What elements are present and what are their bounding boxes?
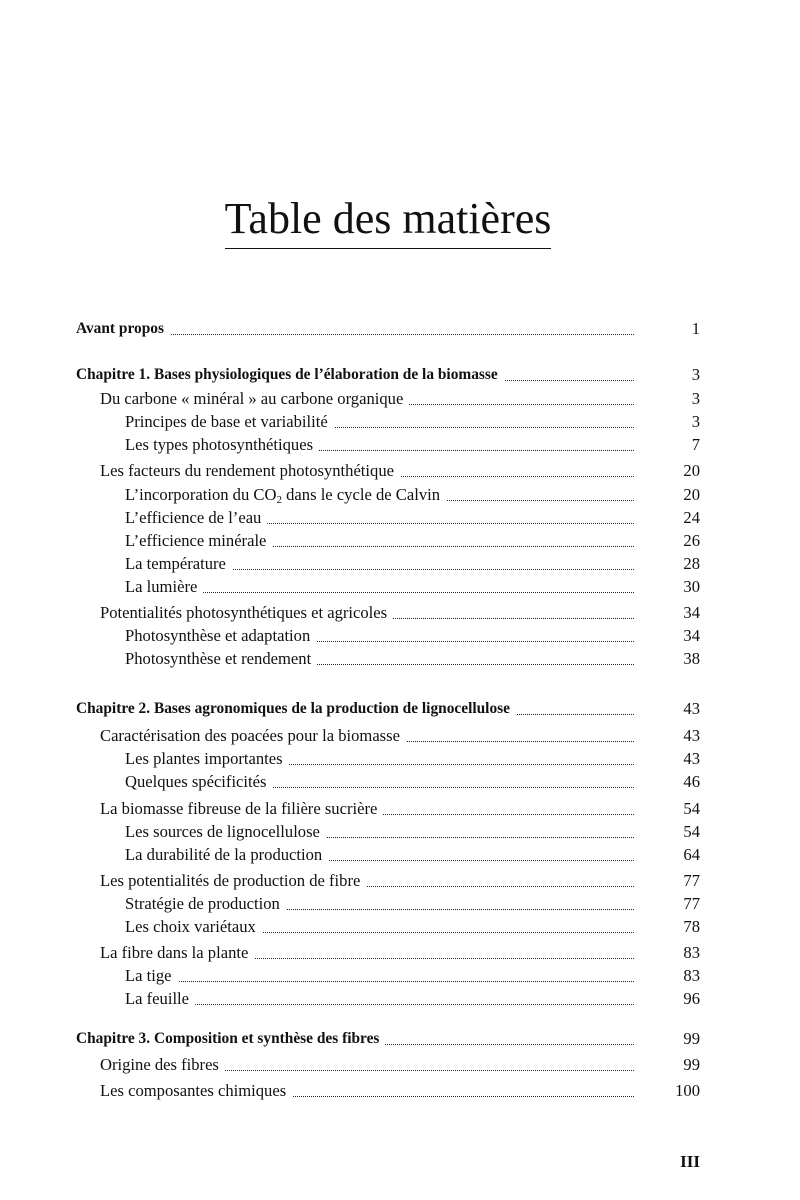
toc-entry-label: Caractérisation des poacées pour la biomasse (100, 726, 406, 745)
toc-subsection-entry (125, 844, 700, 866)
toc-entry-label: La biomasse fibreuse de la filière sucrière (100, 799, 383, 818)
toc-page-number: 100 (675, 1081, 700, 1100)
toc-entry-label: La tige (125, 966, 178, 985)
toc-page-number: 43 (683, 726, 700, 745)
dot-leader (125, 1004, 634, 1005)
toc-chapter-entry (76, 364, 700, 386)
toc-subsection-entry (125, 576, 700, 598)
toc-entry-label: Les choix variétaux (125, 917, 262, 936)
toc-entry-label: La fibre dans la plante (100, 943, 254, 962)
toc-entry-label: Les potentialités de production de fibre (100, 871, 366, 890)
toc-page-number: 1 (691, 319, 700, 338)
toc-page-number: 34 (683, 626, 700, 645)
toc-section-entry (100, 798, 700, 820)
toc-chapter-entry (76, 1028, 700, 1050)
toc-page-number: 20 (683, 461, 700, 480)
toc-entry-label: Origine des fibres (100, 1055, 225, 1074)
toc-subsection-entry (125, 530, 700, 552)
toc-page-number: 3 (691, 365, 700, 384)
toc-entry-label: Du carbone « minéral » au carbone organique (100, 389, 409, 408)
toc-page-number: 78 (683, 917, 700, 936)
toc-subsection-entry (125, 771, 700, 793)
toc-entry-label: Principes de base et variabilité (125, 412, 334, 431)
toc-page-number: 3 (691, 389, 700, 408)
toc-section-entry (100, 725, 700, 747)
toc-page-number: 43 (683, 749, 700, 768)
toc-entry-label: La température (125, 554, 232, 573)
toc-subsection-entry (125, 965, 700, 987)
toc-page-number: 46 (683, 772, 700, 791)
toc-entry-label: Stratégie de production (125, 894, 286, 913)
toc-page-number: 77 (683, 871, 700, 890)
dot-leader (125, 981, 634, 982)
page-title: Table des matières (224, 194, 552, 243)
toc-page-number: 54 (683, 822, 700, 841)
toc-page-number: 96 (683, 989, 700, 1008)
toc-entry-label: Les facteurs du rendement photosynthétique (100, 461, 400, 480)
toc-page-number: 54 (683, 799, 700, 818)
toc-section-entry (100, 1054, 700, 1076)
toc-section-entry (100, 870, 700, 892)
toc-subsection-entry (125, 893, 700, 915)
toc-entry-label: Les sources de lignocellulose (125, 822, 326, 841)
toc-entry-label: Chapitre 1. Bases physiologiques de l’élaboration de la biomasse (76, 366, 504, 383)
toc-page-number: 38 (683, 649, 700, 668)
toc-subsection-entry (125, 434, 700, 456)
toc-page-number: 7 (691, 435, 700, 454)
toc-page-number: 24 (683, 508, 700, 527)
toc-entry-label: L’efficience de l’eau (125, 508, 267, 527)
toc-page-number: 99 (683, 1055, 700, 1074)
toc-chapter-entry (76, 698, 700, 720)
toc-entry-label: Chapitre 3. Composition et synthèse des fibres (76, 1030, 385, 1047)
toc-entry-label: Photosynthèse et rendement (125, 649, 317, 668)
toc-page-number: 30 (683, 577, 700, 596)
toc-subsection-entry (125, 648, 700, 670)
toc-subsection-entry (125, 988, 700, 1010)
toc-chapter-entry (76, 318, 700, 340)
toc-section-entry (100, 388, 700, 410)
toc-page-number: 83 (683, 966, 700, 985)
toc-entry-label: La durabilité de la production (125, 845, 328, 864)
toc-entry-label: Les types photosynthétiques (125, 435, 319, 454)
toc-entry-label: Photosynthèse et adaptation (125, 626, 316, 645)
toc-section-entry (100, 460, 700, 482)
toc-section-entry (100, 942, 700, 964)
toc-entry-label: L’incorporation du $CO_2$ dans le cycle de Calvin (125, 485, 446, 504)
toc-entry-label: Chapitre 2. Bases agronomiques de la production de lignocellulose (76, 700, 516, 717)
toc-entry-label: La lumière (125, 577, 203, 596)
toc-subsection-entry (125, 507, 700, 529)
toc-page-number: 26 (683, 531, 700, 550)
page-folio: III (680, 1152, 700, 1171)
toc-entry-label: L’efficience minérale (125, 531, 272, 550)
toc-page-number: 83 (683, 943, 700, 962)
toc-subsection-entry (125, 821, 700, 843)
toc-subsection-entry (125, 748, 700, 770)
toc-subsection-entry (125, 553, 700, 575)
toc-subsection-entry (125, 916, 700, 938)
toc-page-number: 77 (683, 894, 700, 913)
toc-entry-label: Quelques spécificités (125, 772, 272, 791)
toc-entry-label: Avant propos (76, 320, 170, 337)
toc-entry-label: Les plantes importantes (125, 749, 289, 768)
toc-entry-label: La feuille (125, 989, 195, 1008)
toc-subsection-entry (125, 411, 700, 433)
title-underline (225, 248, 551, 249)
toc-page-number: 20 (683, 485, 700, 504)
toc-page-number: 99 (683, 1029, 700, 1048)
toc-page-number: 43 (683, 699, 700, 718)
toc-page-number: 64 (683, 845, 700, 864)
toc-section-entry (100, 602, 700, 624)
toc-entry-label: Les composantes chimiques (100, 1081, 292, 1100)
toc-page-number: 3 (691, 412, 700, 431)
toc-page-number: 34 (683, 603, 700, 622)
toc-page-number: 28 (683, 554, 700, 573)
toc-subsection-entry (125, 484, 700, 506)
toc-subsection-entry (125, 625, 700, 647)
toc-entry-label: Potentialités photosynthétiques et agricoles (100, 603, 393, 622)
toc-section-entry (100, 1080, 700, 1102)
